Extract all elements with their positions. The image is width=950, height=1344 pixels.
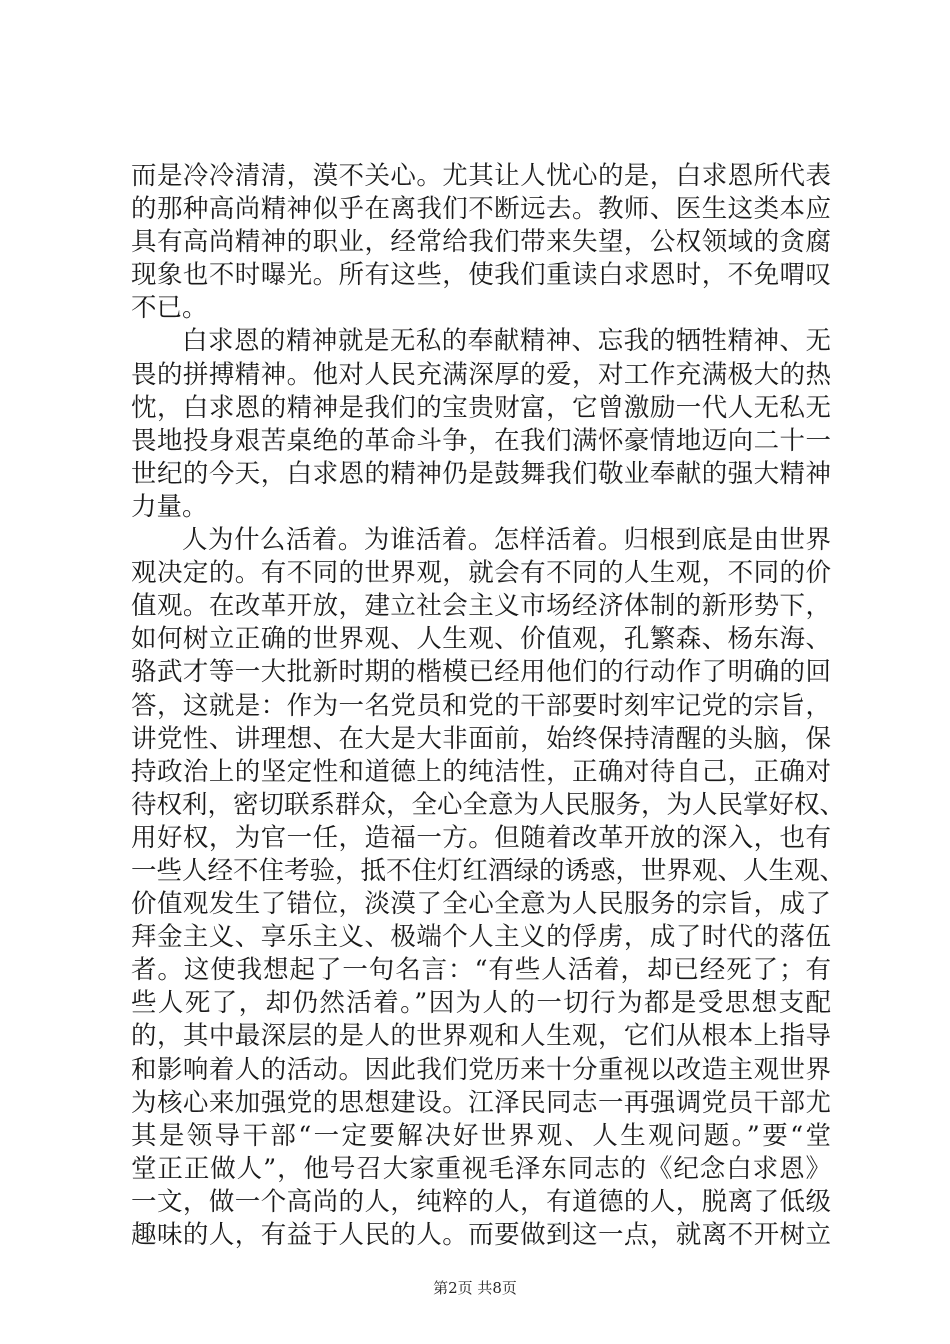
text-line: 者。这使我想起了一句名言：“有些人活着，却已经死了；有 [131, 955, 831, 986]
text-line: 的那种高尚精神似乎在离我们不断远去。教师、医生这类本应 [131, 194, 831, 225]
text-line: 和影响着人的活动。因此我们党历来十分重视以改造主观世界 [131, 1054, 831, 1085]
text-line: 值观。在改革开放，建立社会主义市场经济体制的新形势下， [131, 591, 831, 622]
text-line: 价值观发生了错位，淡漠了全心全意为人民服务的宗旨，成了 [131, 889, 831, 920]
text-line: 具有高尚精神的职业，经常给我们带来失望，公权领域的贪腐 [131, 227, 831, 258]
text-line: 骆武才等一大批新时期的楷模已经用他们的行动作了明确的回 [131, 657, 831, 688]
text-line: 为核心来加强党的思想建设。江泽民同志一再强调党员干部尤 [131, 1087, 831, 1118]
text-line: 的，其中最深层的是人的世界观和人生观，它们从根本上指导 [131, 1021, 831, 1052]
text-line: 持政治上的坚定性和道德上的纯洁性，正确对待自己，正确对 [131, 756, 831, 787]
text-line: 答，这就是：作为一名党员和党的干部要时刻牢记党的宗旨， [131, 690, 831, 721]
text-line: 一些人经不住考验，抵不住灯红酒绿的诱惑，世界观、人生观、 [131, 855, 846, 886]
text-line: 观决定的。有不同的世界观，就会有不同的人生观，不同的价 [131, 558, 831, 589]
text-line: 拜金主义、享乐主义、极端个人主义的俘虏，成了时代的落伍 [131, 922, 831, 953]
text-line: 一文，做一个高尚的人，纯粹的人，有道德的人，脱离了低级 [131, 1186, 831, 1217]
text-line: 如何树立正确的世界观、人生观、价值观，孔繁森、杨东海、 [131, 624, 831, 655]
page-number-footer: 第2页 共8页 [433, 1279, 517, 1297]
text-line: 而是冷冷清清，漠不关心。尤其让人忧心的是，白求恩所代表 [131, 161, 831, 191]
text-line: 堂正正做人”，他号召大家重视毛泽东同志的《纪念白求恩》 [131, 1153, 831, 1184]
text-line: 待权利，密切联系群众，全心全意为人民服务，为人民掌好权、 [131, 789, 846, 820]
paragraph-start-line: 人为什么活着。为谁活着。怎样活着。归根到底是由世界 [182, 525, 831, 556]
text-line: 趣味的人，有益于人民的人。而要做到这一点，就离不开树立 [131, 1220, 831, 1250]
text-line: 忱，白求恩的精神是我们的宝贵财富，它曾激励一代人无私无 [131, 392, 831, 423]
text-line: 不已。 [131, 293, 208, 324]
text-line: 讲党性、讲理想、在大是大非面前，始终保持清醒的头脑，保 [131, 723, 831, 754]
text-line: 现象也不时曝光。所有这些，使我们重读白求恩时，不免喟叹 [131, 260, 831, 291]
text-line: 用好权，为官一任，造福一方。但随着改革开放的深入，也有 [131, 822, 831, 853]
body-text [131, 160, 846, 1252]
text-line: 畏地投身艰苦桌绝的革命斗争，在我们满怀豪情地迈向二十一 [131, 425, 831, 456]
text-line: 世纪的今天，白求恩的精神仍是鼓舞我们敬业奉献的强大精神 [131, 458, 831, 489]
paragraph-start-line: 白求恩的精神就是无私的奉献精神、忘我的牺牲精神、无 [182, 326, 831, 357]
text-line: 力量。 [131, 491, 208, 522]
text-line: 畏的拼搏精神。他对人民充满深厚的爱，对工作充满极大的热 [131, 359, 831, 390]
text-line: 其是领导干部“一定要解决好世界观、人生观问题。”要“堂 [131, 1120, 831, 1151]
text-line: 些人死了，却仍然活着。”因为人的一切行为都是受思想支配 [131, 988, 831, 1019]
